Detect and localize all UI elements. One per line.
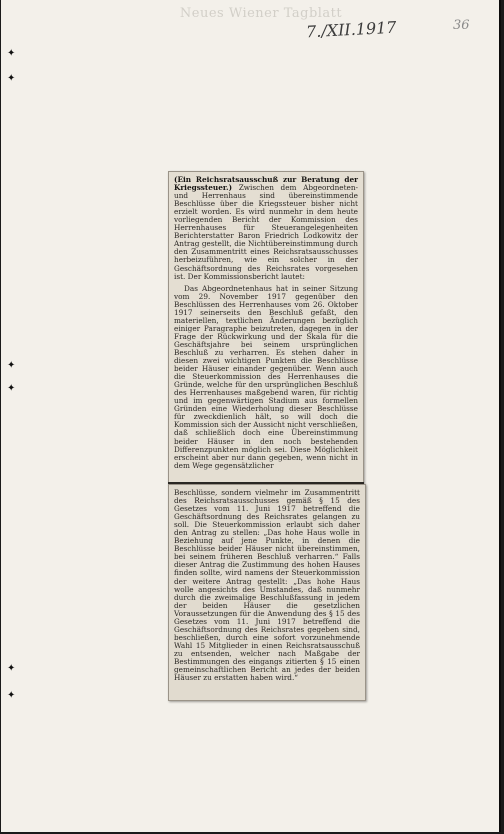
binding-hole-icon: ✦	[7, 73, 16, 84]
page-number: 36	[453, 18, 470, 33]
archive-sheet	[1, 0, 501, 832]
newspaper-clipping-part1	[168, 171, 364, 485]
binding-hole-icon: ✦	[7, 383, 16, 394]
clipping-text: Zwischen dem Abgeordneten- und Herrenhaus sind übereinstimmende Beschlüsse über die Kriegssteuer bisher nicht erzielt worden. Es wird nunmehr in dem heute vorliegenden Bericht der Kommission des Herrenhauses für Steuerangelegenheiten Berichterstatter Baron Friedrich Lodkowitz der Antrag gestellt, die Nichtübereinstimmung durch den Zusammentritt eines Reichsratsausschusses herbeizuführen, wie ein solcher in der Geschäftsordnung des Reichsrates vorgesehen ist. Der Kommissionsbericht lautet:	[174, 183, 358, 281]
clipping-paragraph	[169, 172, 363, 281]
binding-hole-icon: ✦	[7, 360, 16, 371]
clipping-paragraph: Beschlüsse, sondern vielmehr im Zusammentritt des Reichsratsausschusses gemäß § 15 des Gesetzes vom 11. Juni 1917 betreffend die Geschäftsordnung des Reichsrates gelangen zu soll. Die Steuerkommission erlaubt sich daher den Antrag zu stellen: „Das hohe Haus wolle in Beziehung auf jene Punkte, in denen die Beschlüsse beider Häuser nicht übereinstimmen, bei seinem früheren Beschluß verharren.“ Falls dieser Antrag die Zustimmung des hohen Hauses finden sollte, wird namens der Steuerkommission der weitere Antrag gestellt: „Das hohe Haus wolle angesichts des Umstandes, daß nunmehr durch die zweimalige Beschlußfassung in jedem der beiden Häuser die gesetzlichen Voraussetzungen für die Anwendung des § 15 des Gesetzes vom 11. Juni 1917 betreffend die Geschäftsordnung des Reichsrates gegeben sind, beschließen, durch eine sofort vorzunehmende Wahl 15 Mitglieder in einen Reichsratsausschuß zu entsenden, welcher nach Maßgabe der Bestimmungen des eingangs zitierten § 15 einen gemeinschaftlichen Bericht an jedes der beiden Häuser zu erstatten haben wird.“	[174, 488, 360, 683]
newspaper-masthead: Neues Wiener Tagblatt	[179, 6, 343, 21]
binding-hole-icon: ✦	[7, 690, 16, 701]
newspaper-clipping-part2	[168, 484, 366, 701]
handwritten-date: 7./XII.1917	[305, 17, 397, 42]
binding-hole-icon: ✦	[7, 663, 16, 674]
clipping-headline: (Ein Reichsratsausschuß zur Beratung der Kriegssteuer.)	[174, 175, 358, 193]
binding-hole-icon: ✦	[7, 48, 16, 59]
clipping-paragraph: Das Abgeordnetenhaus hat in seiner Sitzung vom 29. November 1917 gegenüber den Beschlüssen des Herrenhauses vom 26. Oktober 1917 seinerseits den Beschluß gefaßt, den materiellen, textlichen Änderungen bezüglich einiger Paragraphe beizutreten, dagegen in der Frage der Rückwirkung und der Skala für die Geschäftsjahre bei seinem ursprünglichen Beschluß zu verharren. Es stehen daher in diesen zwei wichtigen Punkten die Beschlüsse beider Häuser einander gegenüber. Wenn auch die Steuerkommission des Herrenhauses die Gründe, welche für den ursprünglichen Beschluß des Herrenhauses maßgebend waren, für richtig und im gegenwärtigen Stadium aus formellen Gründen eine Wiederholung dieser Beschlüsse für zweckdienlich hält, so will doch die Kommission sich der Aussicht nicht verschließen, daß schließlich doch eine Übereinstimmung beider Häuser in den noch bestehenden Differenzpunkten möglich sei. Diese Möglichkeit erscheint aber nur dann gegeben, wenn nicht in dem Wege gegensätzlicher	[174, 283, 358, 470]
